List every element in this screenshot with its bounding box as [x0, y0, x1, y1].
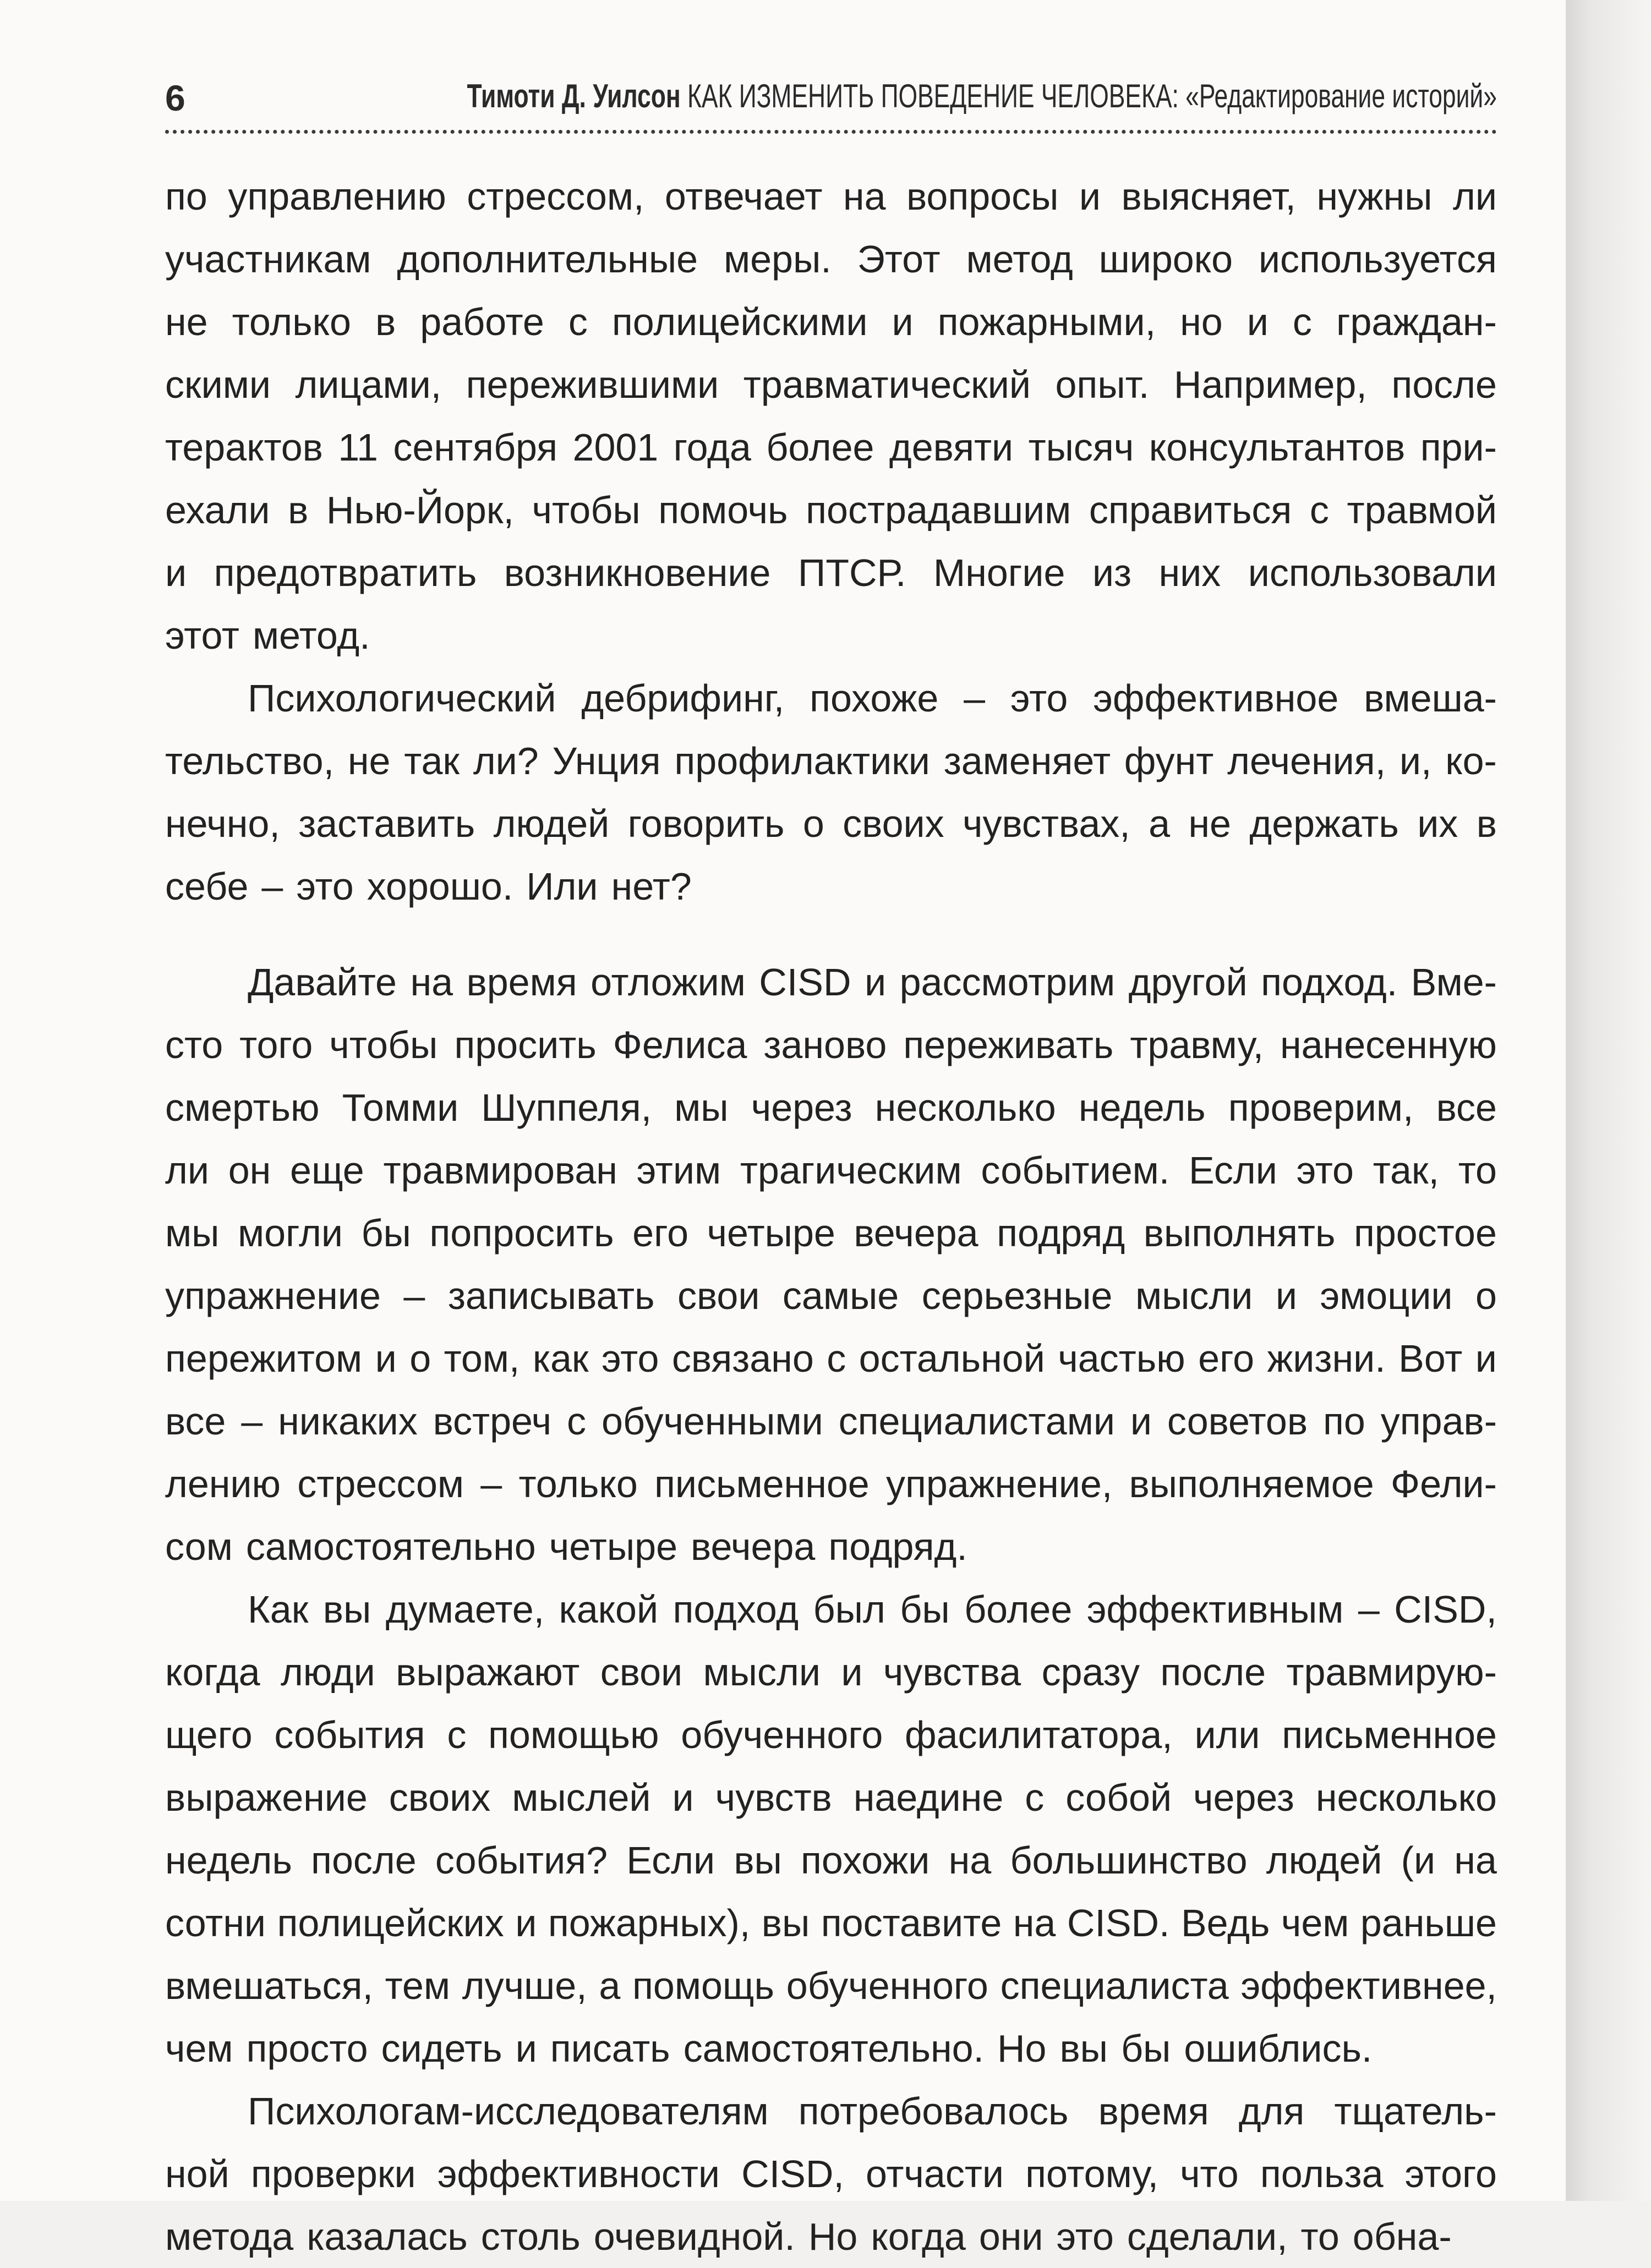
paragraph: [165, 2080, 1497, 2268]
text-line: все – никаких встреч с обученными специалистами и советов по управ-: [165, 1400, 1497, 1443]
text-line: по управлению стрессом, отвечает на вопросы и выясняет, нужны ли: [165, 175, 1497, 218]
text-line: тельство, не так ли? Унция профилактики заменяет фунт лечения, и, ко-: [165, 739, 1497, 782]
text-line: выражение своих мыслей и чувств наедине с собой через несколько: [165, 1776, 1497, 1819]
text-line: сотни полицейских и пожарных), вы поставите на CISD. Ведь чем раньше: [165, 1902, 1497, 1944]
text-line: Давайте на время отложим CISD и рассмотрим другой подход. Вме-: [248, 961, 1497, 1004]
text-line: сто того чтобы просить Фелиса заново переживать травму, нанесенную: [165, 1023, 1497, 1066]
text-line: ной проверки эффективности CISD, отчасти потому, что польза этого: [165, 2152, 1497, 2195]
paragraph: [165, 1578, 1497, 2080]
paragraph: [165, 165, 1497, 667]
text-line: ли он еще травмирован этим трагическим событием. Если это так, то: [165, 1149, 1497, 1192]
text-line: когда люди выражают свои мысли и чувства сразу после травмирую-: [165, 1651, 1497, 1694]
text-line: вмешаться, тем лучше, а помощь обученного специалиста эффективнее,: [165, 1964, 1497, 2007]
text-line: недель после события? Если вы похожи на большинство людей (и на: [165, 1839, 1497, 1882]
text-line: пережитом и о том, как это связано с остальной частью его жизни. Вот и: [165, 1337, 1497, 1380]
text-line: Как вы думаете, какой подход был бы более эффективным – CISD,: [248, 1588, 1497, 1631]
text-line: мы могли бы попросить его четыре вечера подряд выполнять простое: [165, 1212, 1497, 1254]
page-number: 6: [165, 78, 185, 118]
paragraph-gap: [165, 918, 1497, 951]
dotted-divider: [165, 130, 1497, 134]
text-line: не только в работе с полицейскими и пожарными, но и с граждан-: [165, 300, 1497, 343]
text-line: этот метод.: [165, 614, 370, 657]
running-head-author: Тимоти Д. Уилсон: [467, 78, 681, 114]
running-head-title: КАК ИЗМЕНИТЬ ПОВЕДЕНИЕ ЧЕЛОВЕКА: «Редактирование историй»: [687, 78, 1497, 114]
text-line: Психологический дебрифинг, похоже – это эффективное вмеша-: [248, 677, 1497, 720]
paragraph: [165, 951, 1497, 1578]
text-line: лению стрессом – только письменное упражнение, выполняемое Фели-: [165, 1462, 1497, 1505]
text-line: и предотвратить возникновение ПТСР. Многие из них использовали: [165, 551, 1497, 594]
paragraph: [165, 667, 1497, 918]
text-line: упражнение – записывать свои самые серьезные мысли и эмоции о: [165, 1274, 1497, 1317]
text-line: сом самостоятельно четыре вечера подряд.: [165, 1525, 967, 1568]
text-line: скими лицами, пережившими травматический опыт. Например, после: [165, 363, 1497, 406]
text-line: ехали в Нью-Йорк, чтобы помочь пострадавшим справиться с травмой: [165, 489, 1497, 532]
text-line: чем просто сидеть и писать самостоятельно. Но вы бы ошиблись.: [165, 2027, 1373, 2070]
running-head: [467, 77, 1497, 115]
body-text: [165, 165, 1497, 2268]
text-line: участникам дополнительные меры. Этот метод широко используется: [165, 238, 1497, 281]
running-header: [165, 77, 1497, 138]
page-gutter-edge: [1566, 0, 1651, 2201]
text-line: щего события с помощью обученного фасилитатора, или письменное: [165, 1713, 1497, 1756]
text-line: нечно, заставить людей говорить о своих чувствах, а не держать их в: [165, 802, 1497, 845]
text-line: смертью Томми Шуппеля, мы через несколько недель проверим, все: [165, 1086, 1497, 1129]
text-line: метода казалась столь очевидной. Но когда они это сделали, то обна-: [165, 2215, 1452, 2258]
text-line: терактов 11 сентября 2001 года более девяти тысяч консультантов при-: [165, 426, 1497, 469]
text-line: Психологам-исследователям потребовалось время для тщатель-: [248, 2090, 1497, 2133]
text-line: себе – это хорошо. Или нет?: [165, 865, 692, 908]
